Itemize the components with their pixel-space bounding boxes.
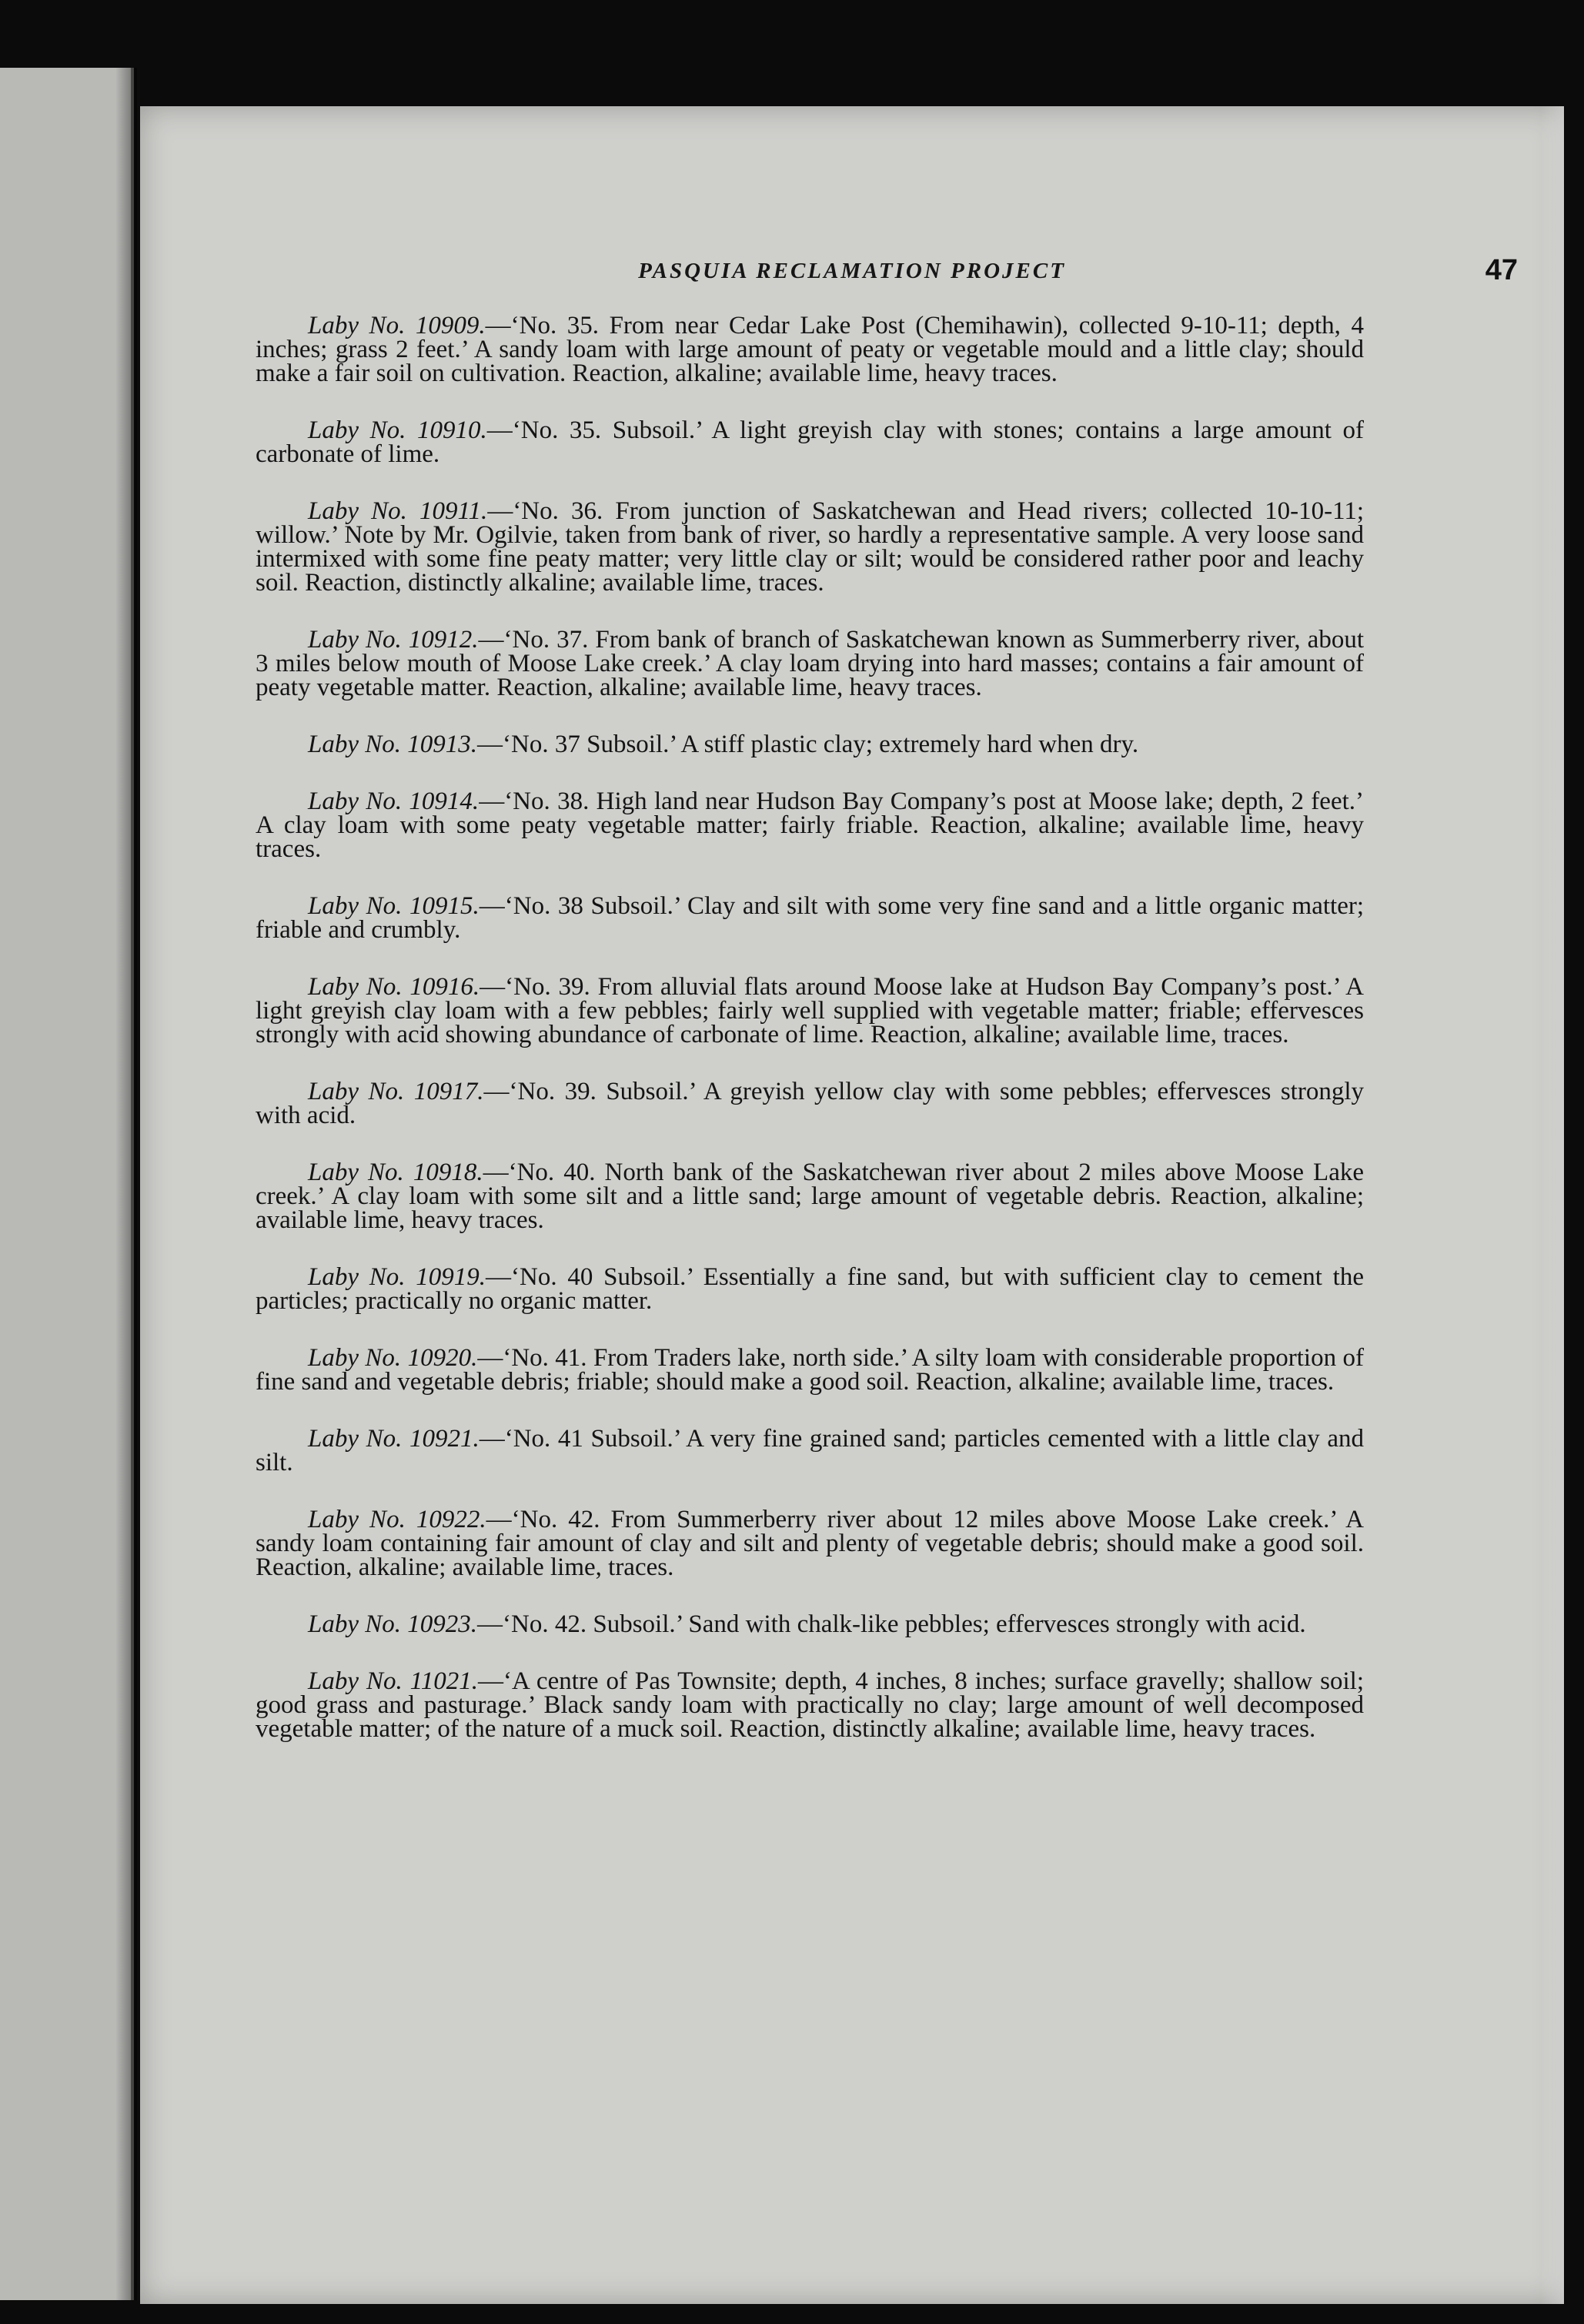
entry-text: —‘No. 39. From alluvial flats around Moose lake at Hudson Bay Company’s post.’ A light greyish clay loam with a few pebbles; fairly well supplied with vegetable matter; friable; effervesces strongly with acid showing abundance of carbonate of lime. Reaction, alkaline; available lime, traces. [256,973,1365,1048]
sample-entry [256,975,1364,1047]
sample-entry [256,1427,1364,1475]
sample-entry [256,416,1365,468]
sample-entry [256,628,1364,700]
page-body [256,314,1364,1774]
facing-page-edge [0,68,134,2300]
sample-entry [256,1263,1364,1315]
lab-number: Laby No. 10920. [308,1344,478,1372]
entry-text: —‘No. 35. From near Cedar Lake Post (Chemihawin), collected 9-10-11; depth, 4 inches; grass 2 feet.’ A sandy loam with large amount of peaty or vegetable mould and a little clay; should make a fair soil on cultivation. Reaction, alkaline; available lime, heavy traces. [256,312,1364,387]
entry-text: —‘No. 37. From bank of branch of Saskatchewan known as Summerberry river, about 3 miles below mouth of Moose Lake creek.’ A clay loam drying into hard masses; contains a fair amount of peaty vegetable matter. Reaction, alkaline; available lime, heavy traces. [256,626,1364,701]
lab-number: Laby No. 10917. [308,1078,484,1105]
sample-entry [256,787,1364,863]
lab-number: Laby No. 10922. [308,1506,486,1533]
entry-text: —‘A centre of Pas Townsite; depth, 4 inches, 8 inches; surface gravelly; shallow soil; good grass and pasturage.’ Black sandy loam with practically no clay; large amount of well decomposed vegetable matter; of the nature of a muck soil. Reaction, distinctly alkaline; available lime, heavy traces. [256,1667,1364,1743]
running-head: PASQUIA RECLAMATION PROJECT [638,259,1066,283]
entry-text: —‘No. 40 Subsoil.’ Essentially a fine sand, but with sufficient clay to cement the particles; practically no organic matter. [256,1263,1364,1315]
page-number: 47 [1485,254,1518,286]
entry-text: —‘No. 35. Subsoil.’ A light greyish clay with stones; contains a large amount of carbonate of lime. [256,416,1365,468]
lab-number: Laby No. 10914. [308,787,480,815]
sample-entry [256,733,1364,757]
entry-text: —‘No. 42. From Summerberry river about 12 miles above Moose Lake creek.’ A sandy loam containing fair amount of clay and silt and plenty of vegetable debris; should make a good soil. Reaction, alkaline; available lime, traces. [256,1506,1364,1581]
sample-entry [256,1080,1364,1128]
entry-text: —‘No. 37 Subsoil.’ A stiff plastic clay; extremely hard when dry. [477,731,1139,758]
lab-number: Laby No. 10923. [308,1610,478,1638]
lab-number: Laby No. 10910. [308,416,487,444]
lab-number: Laby No. 10913. [308,731,478,758]
entry-text: —‘No. 40. North bank of the Saskatchewan river about 2 miles above Moose Lake creek.’ A clay loam with some silt and a little sand; large amount of vegetable debris. Reaction, alkaline; available lime, heavy traces. [256,1159,1364,1234]
lab-number: Laby No. 10915. [308,892,480,920]
sample-entry [256,1508,1364,1580]
page-edge-highlight [1541,106,1564,2304]
binding-shadow [115,68,137,2300]
lab-number: Laby No. 10921. [308,1425,480,1453]
lab-number: Laby No. 10911. [308,497,488,525]
sample-entry [256,1161,1364,1232]
sample-entry [256,314,1364,386]
lab-number: Laby No. 10919. [308,1263,486,1291]
entry-text: —‘No. 41. From Traders lake, north side.’ A silty loam with considerable proportion of fine sand and vegetable debris; friable; should make a good soil. Reaction, alkaline; available lime, traces. [256,1344,1364,1396]
sample-entry [256,497,1365,597]
page-header [140,254,1564,286]
entry-text: —‘No. 36. From junction of Saskatchewan and Head rivers; collected 10-10-11; willow.’ Note by Mr. Ogilvie, taken from bank of river, so hardly a representative sample. A very loose sand intermixed with some fine peaty matter; very little clay or silt; would be considered rather poor and leachy soil. Reaction, distinctly alkaline; available lime, traces. [256,497,1365,597]
lab-number: Laby No. 11021. [308,1667,478,1695]
entry-text: —‘No. 38. High land near Hudson Bay Company’s post at Moose lake; depth, 2 feet.’ A clay loam with some peaty vegetable matter; fairly friable. Reaction, alkaline; available lime, heavy traces. [256,787,1364,863]
lab-number: Laby No. 10916. [308,973,480,1001]
lab-number: Laby No. 10912. [308,626,479,654]
entry-text: —‘No. 41 Subsoil.’ A very fine grained sand; particles cemented with a little clay and silt. [256,1425,1365,1476]
sample-entry [256,1610,1364,1638]
sample-entry [256,1667,1364,1743]
sample-entry [256,894,1364,942]
document-page [140,106,1564,2304]
entry-text: —‘No. 42. Subsoil.’ Sand with chalk-like pebbles; effervesces strongly with acid. [477,1610,1306,1638]
sample-entry [256,1346,1364,1394]
entry-text: —‘No. 38 Subsoil.’ Clay and silt with some very fine sand and a little organic matter; friable and crumbly. [256,892,1364,944]
lab-number: Laby No. 10918. [308,1159,483,1186]
lab-number: Laby No. 10909. [308,312,486,339]
entry-text: —‘No. 39. Subsoil.’ A greyish yellow clay with some pebbles; effervesces strongly with acid. [256,1078,1364,1129]
